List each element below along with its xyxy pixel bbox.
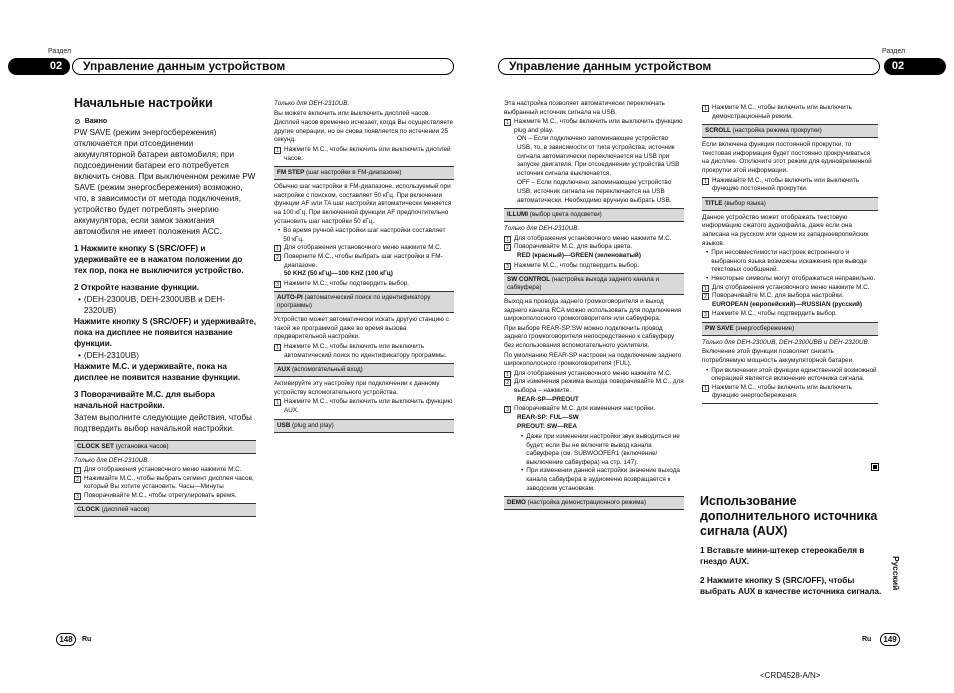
- step-3-title: 3 Поворачивайте M.C. для выбора начальной настройки.: [74, 390, 215, 410]
- fmstep-header: FM STEP (шаг настройки в FM-диапазоне): [274, 166, 454, 180]
- aux-section: [700, 494, 884, 597]
- clockset-step-1: 1 Для отображения установочного меню нажмите M.C.: [74, 466, 256, 474]
- document-code: <CRD4528-A/N>: [760, 671, 821, 680]
- pwsave-bullet-1: • При включении этой функции единственной возможной операцией является включение источника сигнала.: [706, 366, 877, 383]
- pwsave-header: PW SAVE (энергосбережение): [702, 322, 878, 336]
- autopi-text: Устройство может автоматически искать другую станцию с такой же программой даже во время вызова предварительной настройки.: [274, 316, 449, 341]
- swc-bullet-1: • Даже при изменении настройки звук выводиться не будет, если Вы не включите вывод канала сабвуфера (см. SUBWOOFER1 (включение/выключение сабвуфера) на стр. 147).: [521, 433, 680, 466]
- illumi-colors: RED (красный)—GREEN (зеленоватый): [517, 251, 641, 259]
- clock-header: CLOCK (дисплей часов): [74, 503, 256, 517]
- clockset-step-2: 2 Нажимайте M.C., чтобы выбрать сегмент дисплея часов, который Вы хотите установить. Часы—Минуты: [74, 475, 256, 492]
- pwsave-model: Только для DEH-2300UB, DEH-2300UBB и DEH-2320UB.: [702, 338, 870, 346]
- chapter-title: Управление данным устройством: [72, 58, 454, 75]
- chapter-number-right: 02: [884, 58, 912, 75]
- page-number-right: 149: [880, 633, 900, 646]
- title-step-2: 2 Поворачивайте M.C. для выбора настройки.: [702, 292, 878, 301]
- fmstep-bullet: • Во время ручной настройки шаг настройки составляет 50 кГц.: [278, 227, 446, 243]
- title-step-1: 1 Для отображения установочного меню нажмите M.C.: [702, 284, 878, 293]
- usb-off: OFF – Если подключено запоминающее устройство USB, источник сигнала не переключается на USB автоматически. Необходимо вручную выбрать USB.: [517, 179, 672, 204]
- illumi-header: ILLUMI (выбор цвета подсветки): [504, 208, 684, 222]
- clock-intro: Вы можете включить или выключить дисплей часов.: [274, 109, 431, 117]
- lang-code-right: Ru: [862, 636, 872, 643]
- important-text: PW SAVE (режим энергосбережения) отключается при отсоединении аккумуляторной батареи автомобиля; при подсоединении батареи его потребуется включить снова. При выключенном режиме PW SAVE (режим энергосбережения) возможно, что, в зависимости от метода подключения, устройство будет потреблять энергию аккумулятора, если замок зажигания автомобиля не имеет положения ACC.: [74, 128, 256, 236]
- fmstep-step-3: 3 Нажмите M.C., чтобы подтвердить выбор.: [274, 280, 454, 289]
- step-2-model-2: • (DEH-2310UB): [78, 351, 139, 360]
- aux-text: Активируйте эту настройку при подключении к данному устройству вспомогательного устройства.: [274, 380, 440, 396]
- fmstep-values: 50 KHZ (50 кГц)—100 KHZ (100 кГц): [284, 270, 393, 278]
- column-1: [74, 96, 256, 520]
- scroll-step-1: 1 Нажимайте M.C., чтобы включить или выключить функцию постоянной прокрутки.: [702, 177, 878, 194]
- aux-header: AUX (вспомогательный вход): [274, 363, 454, 377]
- scroll-header: SCROLL (настройка режима прокрутки): [702, 124, 878, 138]
- step-2-text-1: Нажмите кнопку S (SRC/OFF) и удерживайте, пока на дисплее не появится название функции.: [74, 317, 256, 348]
- swc-step-1: 1 Для отображения установочного меню нажмите M.C.: [504, 370, 684, 379]
- clockset-header: CLOCK SET (установка часов): [74, 440, 256, 454]
- aux-step-1: 1 Нажмите M.C., чтобы включить или выключить функцию AUX.: [274, 398, 454, 415]
- step-1: 1 Нажмите кнопку S (SRC/OFF) и удерживайте ее в нажатом положении до тех пор, пока не выключится устройство.: [74, 244, 244, 275]
- end-mark-icon: [871, 463, 879, 471]
- swc-step-2: 2 Для изменения режима выхода поворачивайте M.C., для выбора – нажмите.: [504, 378, 684, 395]
- fmstep-text: Обычно шаг настройки в FM-диапазоне, используемый при настройке с поиском, составляет 50 кГц. При включении функции AF или TA шаг настройки автоматически меняется на 100 кГц. При включенной функции AF предпочтительно установить шаг настройки 50 кГц.: [274, 183, 452, 225]
- lang-code-left: Ru: [82, 636, 92, 643]
- pwsave-step-1: 1 Нажмите M.C., чтобы включить или выключить функцию энергосбережения.: [702, 384, 878, 401]
- swc-step-3: 3 Поворачивайте M.C. для изменения настройки.: [504, 405, 684, 414]
- pwsave-text: Включение этой функции позволяет снизить потребляемую мощность аккумуляторной батареи.: [702, 348, 854, 365]
- clock-model: Только для DEH-2310UB.: [274, 100, 350, 107]
- page-number-left: 148: [56, 633, 76, 646]
- swc-bullet-2: • При изменении данной настройки значение выхода канала сабвуфера в аудиоменю возвращается к заводским установкам.: [521, 467, 680, 492]
- column-2: [274, 100, 454, 436]
- illumi-step-3: 3 Нажмите M.C., чтобы подтвердить выбор.: [504, 262, 684, 271]
- section-label: Раздел: [48, 48, 72, 55]
- illumi-step-1: 1 Для отображения установочного меню нажмите M.C.: [504, 235, 684, 244]
- usb-step-1: 1 Нажмите M.C., чтобы включить или выключить функцию plug and play.: [504, 118, 684, 135]
- swc-text-2: При выборе REAR-SP:SW можно подключить провод заднего громкоговорителя непосредственно к сабвуферу без использования вспомогательного усилителя.: [504, 324, 675, 350]
- step-2-model-1: • (DEH-2300UB, DEH-2300UBB и DEH-2320UB): [78, 295, 225, 315]
- aux-step-1: 1 Вставьте мини-штекер стереокабеля в гнездо AUX.: [700, 546, 865, 566]
- chapter-title-right: Управление данным устройством: [498, 58, 880, 75]
- clock-note: Дисплей часов временно исчезает, когда Вы осуществляете другие операции, но он снова появляется по истечении 25 секунд.: [274, 119, 454, 144]
- demo-header: DEMO (настройка демонстрационного режима): [504, 496, 684, 510]
- step-3-text: Затем выполните следующие действия, чтобы подтвердить выбор начальной настройки.: [74, 413, 252, 433]
- title-step-3: 3 Нажмите M.C., чтобы подтвердить выбор.: [702, 310, 878, 319]
- usb-on: ON – Если подключено запоминающее устройство USB, то, в зависимости от типа устройства, источник сигнала автоматически переключается на USB при запуске двигателя. При отсоединении устройства USB источник сигнала выключается.: [517, 135, 680, 177]
- illumi-model: Только для DEH-2310UB.: [504, 225, 580, 233]
- clock-step-1: 1 Нажмите M.C., чтобы включить или выключить дисплей часов.: [274, 146, 454, 163]
- aux-heading: Использование дополнительного источника сигнала (AUX): [700, 494, 878, 538]
- fmstep-step-1: 1 Для отображения установочного меню нажмите M.C.: [274, 244, 454, 253]
- title-values: EUROPEAN (европейский)—RUSSIAN (русский): [712, 300, 863, 308]
- clockset-step-3: 3 Поворачивайте M.C., чтобы отрегулировать время.: [74, 492, 256, 500]
- title-bullet-2: • Некоторые символы могут отображаться неправильно.: [706, 274, 876, 282]
- swc-text-1: Выход на провода заднего громкоговорителя и выход заднего канала RCA можно использовать для подключения широкополосного громкоговорителя или сабвуфера.: [504, 298, 682, 323]
- column-3: [504, 100, 684, 513]
- clockset-model: Только для DEH-2310UB.: [74, 457, 150, 464]
- swc-text-3: По умолчанию REAR-SP настроен на подключение заднего широкополосного громкоговорителя (FUL).: [504, 351, 682, 368]
- chapter-number: 02: [42, 58, 70, 75]
- swc-header: SW CONTROL (настройка выхода заднего канала и сабвуфера): [504, 273, 684, 295]
- section-label-right: Раздел: [882, 48, 906, 55]
- illumi-step-2: 2 Поворачивайте M.C. для выбора цвета.: [504, 243, 684, 252]
- step-2-title: 2 Откройте название функции.: [74, 283, 200, 292]
- aux-step-2: 2 Нажмите кнопку S (SRC/OFF), чтобы выбрать AUX в качестве источника сигнала.: [700, 576, 882, 596]
- title-text: Данное устройство может отображать текстовую информацию сжатого аудиофайла, даже если она записана на русском или одном из западноевропейских языков.: [702, 213, 869, 247]
- usb-header: USB (plug and play): [274, 419, 454, 433]
- important-note: ⊘ Важно: [74, 117, 108, 126]
- swc-value-1: REAR-SP—PREOUT: [517, 395, 579, 403]
- autopi-header: AUTO-PI (автоматический поиск по идентификатору программы): [274, 291, 454, 313]
- fmstep-step-2: 2 Поверните M.C., чтобы выбрать шаг настройки в FM-диапазоне.: [274, 253, 454, 270]
- autopi-step-1: 1 Нажмите M.C., чтобы включить или выключить автоматический поиск по идентификатору программы.: [274, 343, 454, 360]
- title-header: TITLE (выбор языка): [702, 197, 878, 211]
- demo-step-1: 1 Нажмите M.C., чтобы включить или выключить демонстрационный режим.: [702, 104, 878, 121]
- scroll-text: Если включена функция постоянной прокрутки, то текстовая информация будет постоянно прокручиваться на дисплее. Отключите этот режим для единовременной прокрутки этой информации.: [702, 141, 872, 174]
- column-4: [702, 104, 878, 404]
- side-language-label: Русский: [891, 556, 901, 591]
- swc-value-3: PREOUT: SW—REA: [517, 423, 578, 431]
- step-2-text-2: Нажмите M.C. и удерживайте, пока на дисплее не появится название функции.: [74, 362, 241, 382]
- title-bullet-1: • При несовместимости настроек встроенного и выбранного языка возможны искажения при выводе текстовых сообщений.: [706, 249, 867, 274]
- section-heading: Начальные настройки: [74, 96, 213, 110]
- usb-text: Эта настройка позволяет автоматически переключать выбранный источник сигнала на USB.: [504, 100, 665, 116]
- important-icon: ⊘: [74, 117, 81, 126]
- swc-value-2: REAR-SP: FUL—SW: [517, 413, 579, 421]
